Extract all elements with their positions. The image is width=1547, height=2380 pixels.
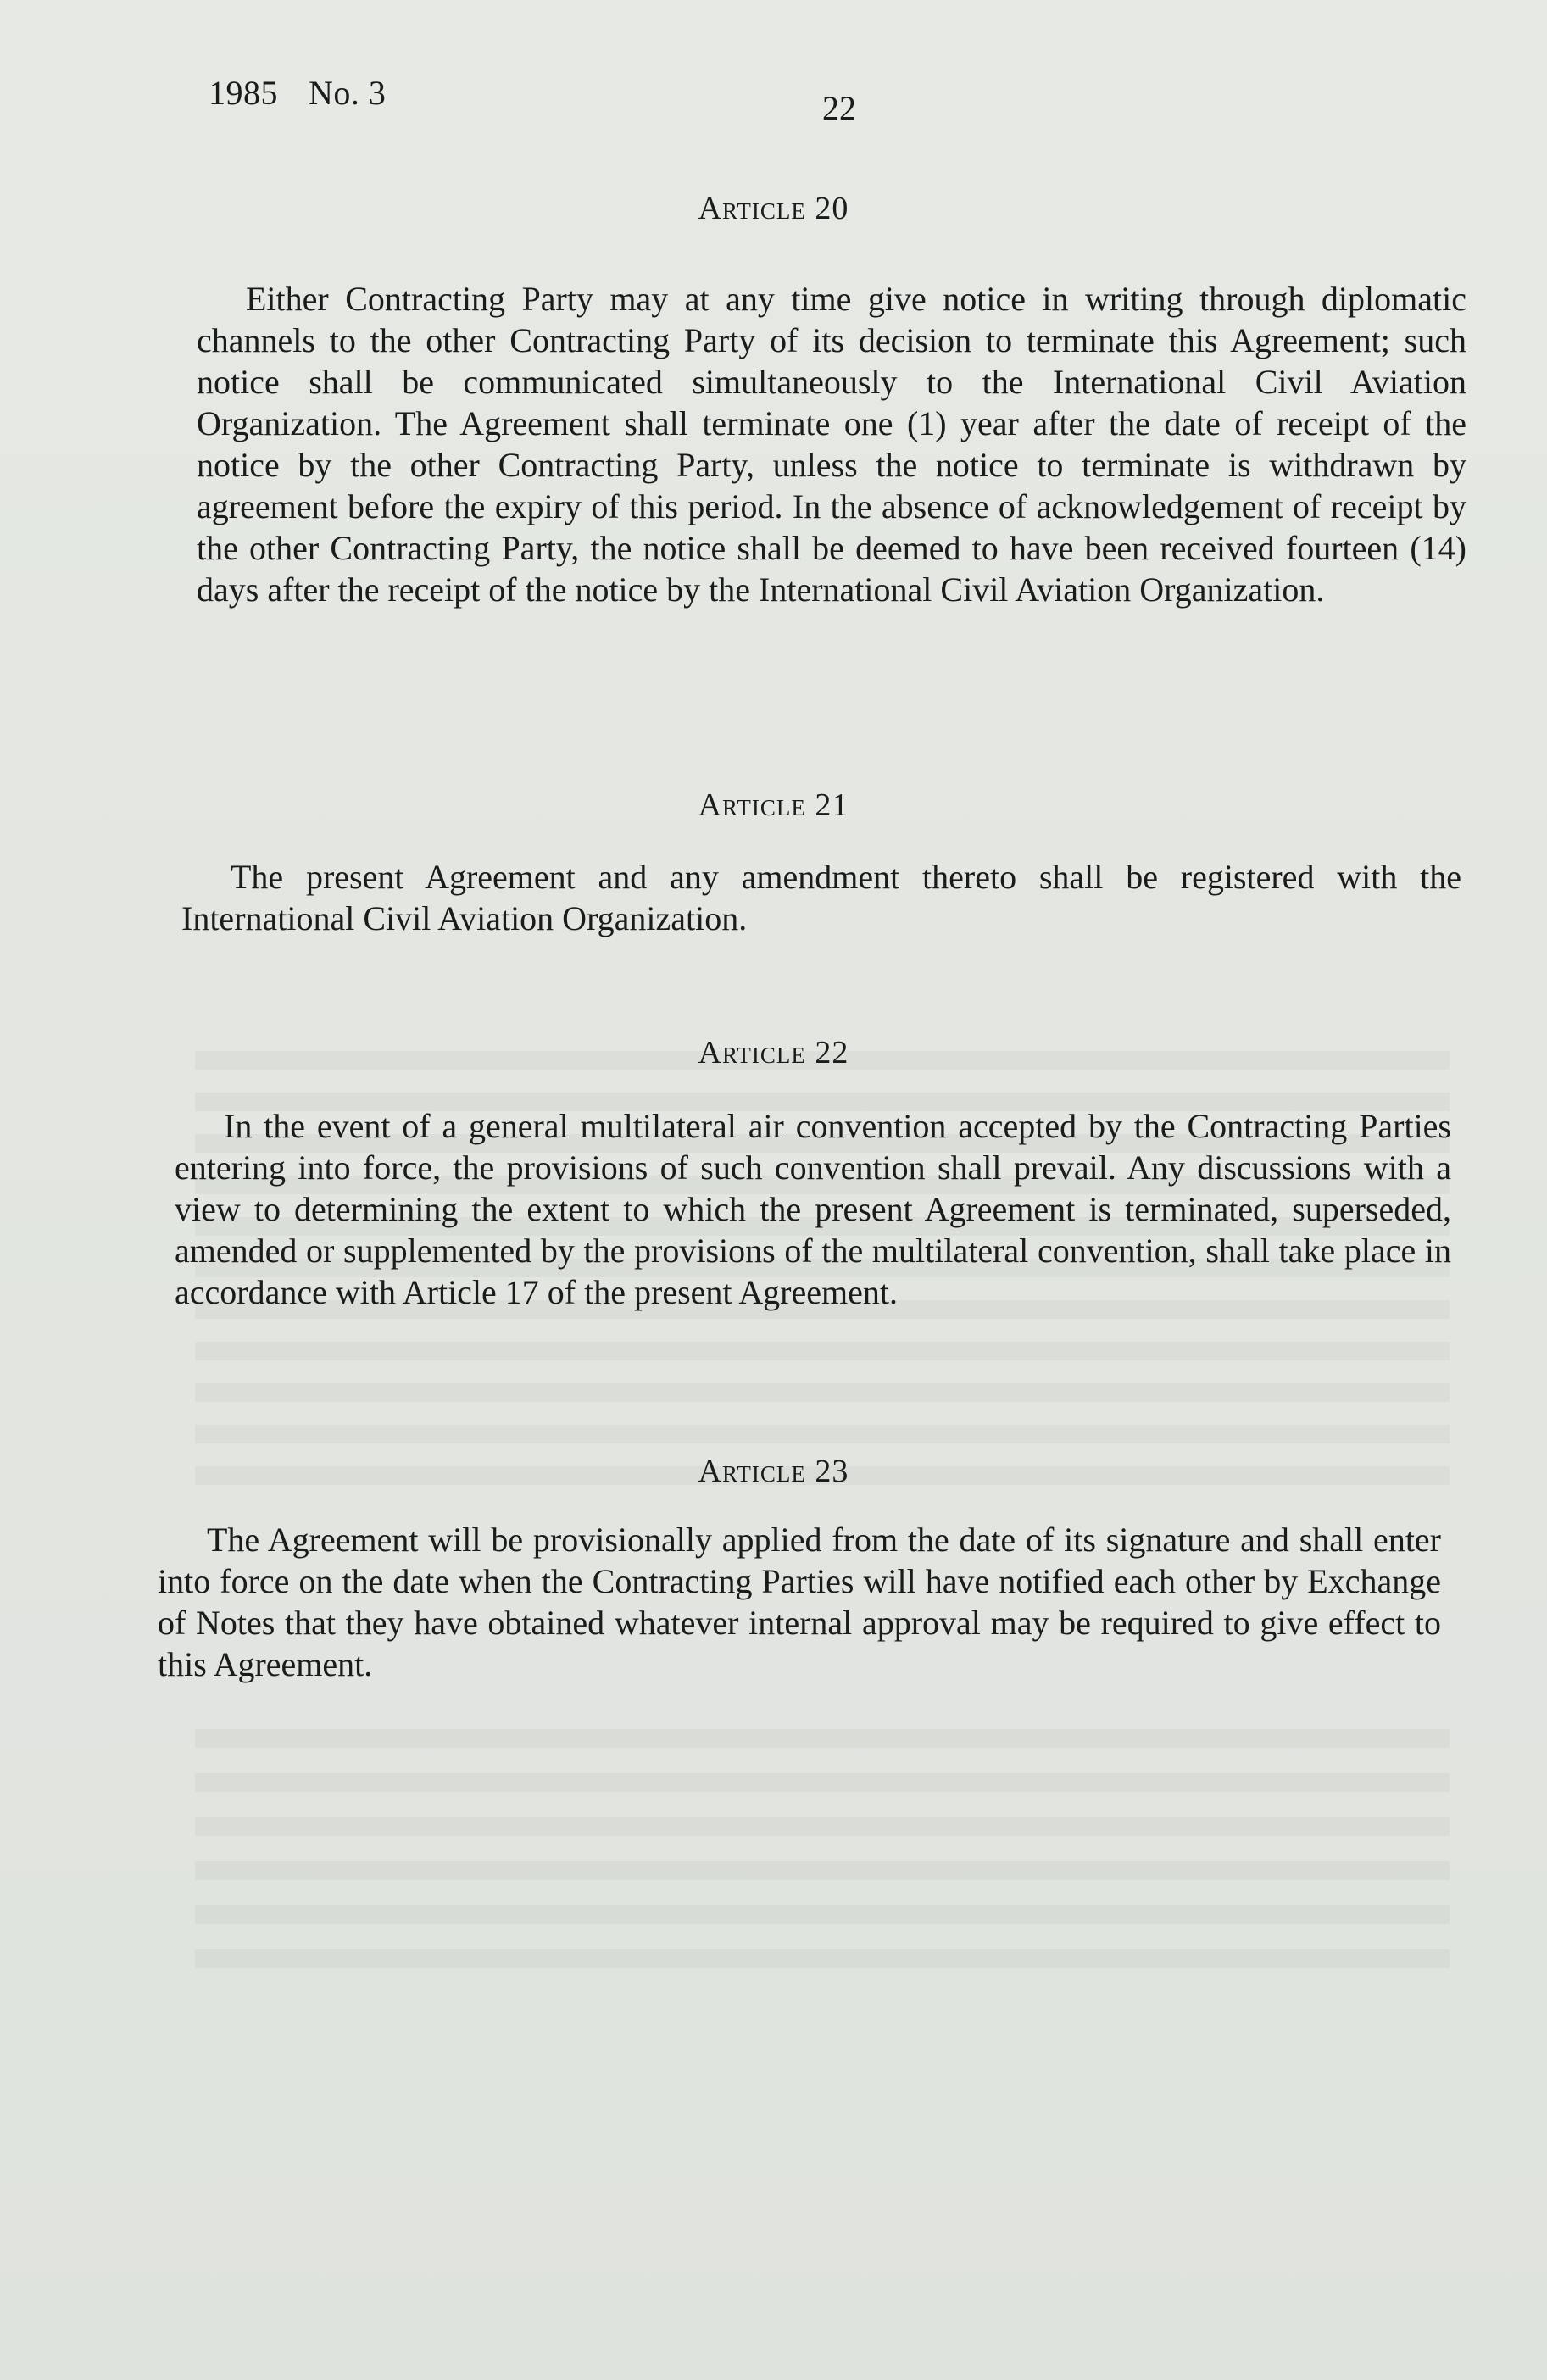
article-21-body bbox=[181, 856, 1461, 939]
article-21-heading: Article 21 bbox=[698, 787, 849, 823]
article-22-heading: Article 22 bbox=[698, 1035, 849, 1070]
article-20-body bbox=[197, 278, 1466, 610]
bleed-through-texture-lower bbox=[195, 1729, 1450, 1983]
article-22-text: In the event of a general multilateral air convention accepted by the Contracting Parties entering into force, the provisions of such convention shall prevail. Any discussions with a view to determining the extent to which the present Agreement is terminated, superseded, amended or supplemented by the provisions of the multilateral convention, shall take place in accordance with Article 17 of the present Agreement. bbox=[175, 1107, 1451, 1311]
page-number: 22 bbox=[822, 89, 856, 127]
document-header bbox=[209, 73, 386, 113]
article-23-heading: Article 23 bbox=[698, 1454, 849, 1489]
article-20-heading: Article 20 bbox=[698, 191, 849, 226]
header-number: No. 3 bbox=[309, 74, 387, 112]
article-23-body bbox=[158, 1519, 1441, 1685]
header-year: 1985 bbox=[209, 74, 278, 112]
article-21-text: The present Agreement and any amendment thereto shall be registered with the International Civil Aviation Organization. bbox=[181, 858, 1461, 937]
article-22-body bbox=[175, 1105, 1451, 1313]
article-20-text: Either Contracting Party may at any time give notice in writing through diplomatic channels to the other Contracting Party of its decision to terminate this Agreement; such notice shall be communicated simultaneously to the International Civil Aviation Organization. The Agreement shall terminate one (1) year after the date of receipt of the notice by the other Contracting Party, unless the notice to terminate is withdrawn by agreement before the expiry of this period. In the absence of acknowledgement of receipt by the other Contracting Party, the notice shall be deemed to have been received fourteen (14) days after the receipt of the notice by the International Civil Aviation Organization. bbox=[197, 280, 1466, 609]
article-23-text: The Agreement will be provisionally applied from the date of its signature and shall enter into force on the date when the Contracting Parties will have notified each other by Exchange of Notes that they have obtained whatever internal approval may be required to give effect to this Agreement. bbox=[158, 1521, 1441, 1683]
